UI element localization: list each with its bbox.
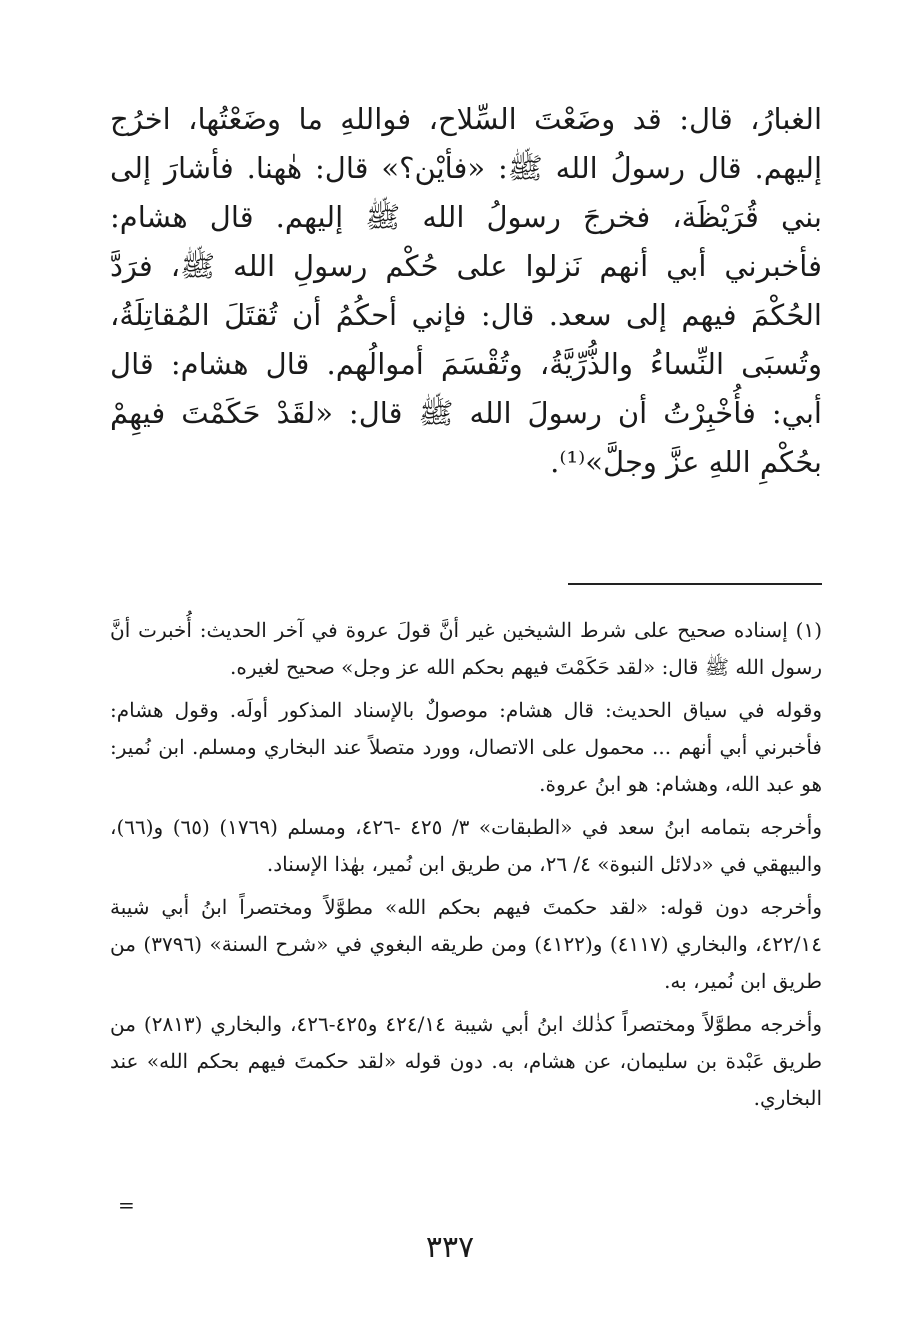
main-paragraph: الغبارُ، قال: قد وضَعْتَ السِّلاح، فواللهِ ما وضَعْتُها، اخرُج إليهم. قال رسولُ الله ﷺ: «فأيْن؟» قال: هٰهنا. فأشارَ إلى بني قُرَيْظَة، فخرجَ رسولُ الله ﷺ إليهم. قال هشام: فأخبرني أبي أنهم نَزلوا على حُكْم رسولِ الله ﷺ، فرَدَّ الحُكْمَ فيهم إلى سعد. قال: فإني أحكُمُ أن تُقتَلَ المُقاتِلَةُ، وتُسبَى النِّساءُ والذُّرِّيَّةُ، وتُقْسَمَ أموالُهم. قال هشام: قال أبي: فأُخْبِرْتُ أن رسولَ الله ﷺ قال: «لقَدْ حَكَمْتَ فيهِمْ بحُكْمِ اللهِ عزَّ وجلَّ»⁽¹⁾. [110,102,822,479]
footnote-paragraph-5: وأخرجه مطوَّلاً ومختصراً كذٰلك ابنُ أبي شيبة ٤٢٤/١٤ و٤٢٥-٤٢٦، والبخاري (٢٨١٣) من طريق عَبْدة بن سليمان، عن هشام، به. دون قوله «لقد حكمتَ فيهم بحكم الله» عند البخاري. [110,1012,822,1110]
continuation-mark: = [118,1193,135,1217]
main-text-block [110,95,822,487]
footnote-paragraph-2: وقوله في سياق الحديث: قال هشام: موصولٌ بالإسناد المذكور أولَه. وقول هشام: فأخبرني أبي أنهم ... محمول على الاتصال، وورد متصلاً عند البخاري ومسلم. ابن نُمير: هو عبد الله، وهشام: هو ابنُ عروة. [110,698,822,796]
footnote-1: (١) إسناده صحيح على شرط الشيخين غير أنَّ قولَ عروة في آخر الحديث: أُخبرت أنَّ رسول الله ﷺ قال: «لقد حَكَمْتَ فيهم بحكم الله عز وجل» صحيح لغيره. [110,618,822,679]
footnote-paragraph-4: وأخرجه دون قوله: «لقد حكمتَ فيهم بحكم الله» مطوَّلاً ومختصراً ابنُ أبي شيبة ٤٢٢/١٤، والبخاري (٤١١٧) و(٤١٢٢) ومن طريقه البغوي في «شرح السنة» (٣٧٩٦) من طريق ابن نُمير، به. [110,895,822,993]
footnotes-block [110,612,822,1117]
footnote-separator [568,583,822,585]
page-number: ٣٣٧ [425,1230,475,1265]
footnote-paragraph-3: وأخرجه بتمامه ابنُ سعد في «الطبقات» ٣/ ٤٢٥ -٤٢٦، ومسلم (١٧٦٩) (٦٥) و(٦٦)، والبيهقي في «دلائل النبوة» ٤/ ٢٦، من طريق ابن نُمير، بهٰذا الإسناد. [110,815,822,876]
